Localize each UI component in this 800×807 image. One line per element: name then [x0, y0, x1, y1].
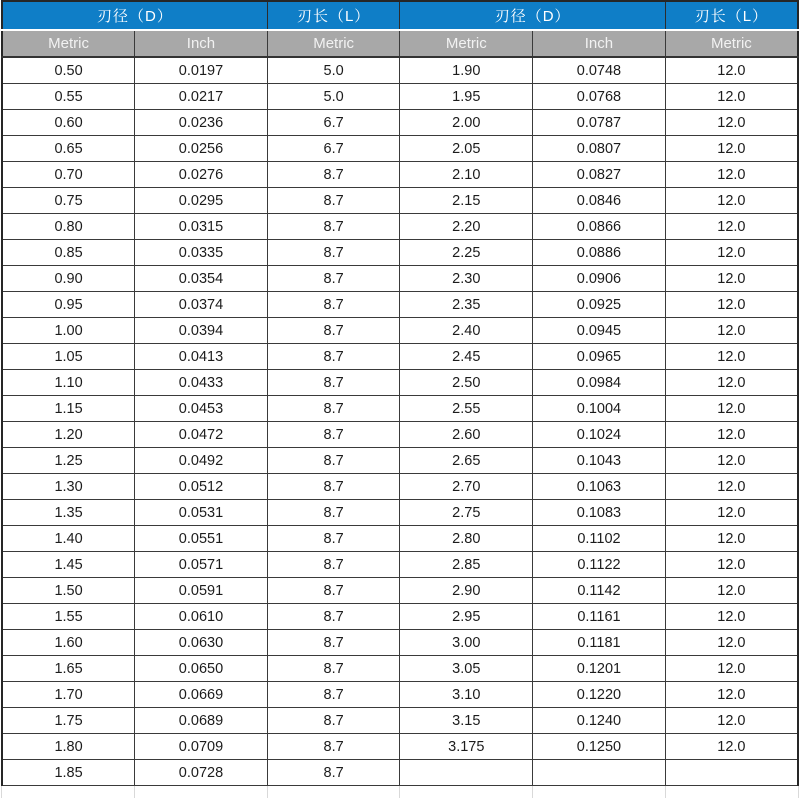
blade-spec-table — [1, 0, 799, 786]
table-cell: 0.1083 — [533, 500, 666, 526]
subheader-metric-d-left: Metric — [2, 30, 135, 57]
table-row — [2, 188, 798, 214]
table-cell: 12.0 — [665, 344, 798, 370]
table-cell: 5.0 — [267, 84, 400, 110]
table-cell: 0.1161 — [533, 604, 666, 630]
subheader-inch-d-left: Inch — [135, 30, 268, 57]
table-cell: 0.90 — [2, 266, 135, 292]
table-cell: 0.0866 — [533, 214, 666, 240]
table-cell: 0.0276 — [135, 162, 268, 188]
table-cell: 2.70 — [400, 474, 533, 500]
table-cell: 2.35 — [400, 292, 533, 318]
table-cell: 6.7 — [267, 136, 400, 162]
table-cell: 1.15 — [2, 396, 135, 422]
table-cell: 1.10 — [2, 370, 135, 396]
table-cell: 0.0610 — [135, 604, 268, 630]
table-cell: 0.1181 — [533, 630, 666, 656]
table-cell: 0.50 — [2, 57, 135, 84]
table-cell: 12.0 — [665, 552, 798, 578]
table-cell: 8.7 — [267, 370, 400, 396]
table-cell: 12.0 — [665, 474, 798, 500]
cutoff-next-row — [1, 786, 799, 798]
table-cell: 12.0 — [665, 266, 798, 292]
table-cell: 8.7 — [267, 422, 400, 448]
table-cell: 2.90 — [400, 578, 533, 604]
table-cell: 0.0236 — [135, 110, 268, 136]
cutoff-cell — [268, 786, 401, 798]
table-cell: 0.0768 — [533, 84, 666, 110]
table-cell: 1.90 — [400, 57, 533, 84]
table-cell: 0.85 — [2, 240, 135, 266]
table-cell: 12.0 — [665, 318, 798, 344]
table-cell: 0.55 — [2, 84, 135, 110]
table-cell: 2.75 — [400, 500, 533, 526]
table-cell: 3.15 — [400, 708, 533, 734]
table-cell: 1.30 — [2, 474, 135, 500]
table-cell: 2.55 — [400, 396, 533, 422]
table-cell: 0.0413 — [135, 344, 268, 370]
table-cell: 8.7 — [267, 396, 400, 422]
table-cell: 1.20 — [2, 422, 135, 448]
table-cell: 0.0571 — [135, 552, 268, 578]
table-cell: 12.0 — [665, 136, 798, 162]
table-cell: 8.7 — [267, 474, 400, 500]
table-cell: 3.05 — [400, 656, 533, 682]
table-cell: 2.15 — [400, 188, 533, 214]
table-cell: 0.1063 — [533, 474, 666, 500]
table-cell: 0.1240 — [533, 708, 666, 734]
table-cell: 1.25 — [2, 448, 135, 474]
table-cell: 0.0354 — [135, 266, 268, 292]
table-cell: 0.0256 — [135, 136, 268, 162]
table-row — [2, 214, 798, 240]
table-cell: 2.95 — [400, 604, 533, 630]
subheader-inch-d-right: Inch — [533, 30, 666, 57]
table-cell: 2.30 — [400, 266, 533, 292]
table-cell: 0.0807 — [533, 136, 666, 162]
table-cell: 1.65 — [2, 656, 135, 682]
table-cell: 0.0709 — [135, 734, 268, 760]
table-cell: 8.7 — [267, 500, 400, 526]
table-cell: 3.00 — [400, 630, 533, 656]
table-cell: 0.0531 — [135, 500, 268, 526]
table-cell: 8.7 — [267, 292, 400, 318]
table-row — [2, 422, 798, 448]
table-cell: 0.0748 — [533, 57, 666, 84]
table-cell: 0.1122 — [533, 552, 666, 578]
table-cell: 0.0217 — [135, 84, 268, 110]
table-row — [2, 474, 798, 500]
table-cell: 12.0 — [665, 708, 798, 734]
subheader-metric-d-right: Metric — [400, 30, 533, 57]
table-cell: 1.45 — [2, 552, 135, 578]
table-row — [2, 734, 798, 760]
table-header — [2, 1, 798, 57]
table-cell: 0.75 — [2, 188, 135, 214]
table-cell: 0.60 — [2, 110, 135, 136]
table-cell: 0.0630 — [135, 630, 268, 656]
table-cell: 0.0492 — [135, 448, 268, 474]
table-cell: 0.0689 — [135, 708, 268, 734]
table-cell: 0.1102 — [533, 526, 666, 552]
cutoff-cell — [1, 786, 135, 798]
table-cell: 2.00 — [400, 110, 533, 136]
table-row — [2, 760, 798, 786]
table-cell: 2.50 — [400, 370, 533, 396]
table-cell: 1.80 — [2, 734, 135, 760]
table-cell: 12.0 — [665, 604, 798, 630]
table-cell: 0.0591 — [135, 578, 268, 604]
table-cell: 1.00 — [2, 318, 135, 344]
table-cell — [533, 760, 666, 786]
table-row — [2, 162, 798, 188]
table-cell: 0.1043 — [533, 448, 666, 474]
group-header-length-right: 刃长（L） — [665, 1, 798, 30]
table-row — [2, 370, 798, 396]
table-cell: 0.1250 — [533, 734, 666, 760]
group-header-length-left: 刃长（L） — [267, 1, 400, 30]
group-header-row — [2, 1, 798, 30]
table-cell: 0.0433 — [135, 370, 268, 396]
table-cell: 5.0 — [267, 57, 400, 84]
table-row — [2, 110, 798, 136]
table-cell: 12.0 — [665, 162, 798, 188]
table-cell: 3.175 — [400, 734, 533, 760]
table-cell: 12.0 — [665, 110, 798, 136]
table-cell: 0.80 — [2, 214, 135, 240]
table-cell: 0.0906 — [533, 266, 666, 292]
table-cell: 0.0551 — [135, 526, 268, 552]
cutoff-cell — [400, 786, 533, 798]
table-cell: 2.85 — [400, 552, 533, 578]
table-cell: 0.0374 — [135, 292, 268, 318]
table-row — [2, 500, 798, 526]
table-row — [2, 136, 798, 162]
table-cell: 12.0 — [665, 630, 798, 656]
table-cell: 1.55 — [2, 604, 135, 630]
table-cell: 12.0 — [665, 240, 798, 266]
table-cell: 12.0 — [665, 188, 798, 214]
table-cell: 0.95 — [2, 292, 135, 318]
table-cell: 0.0984 — [533, 370, 666, 396]
table-row — [2, 682, 798, 708]
table-cell: 8.7 — [267, 162, 400, 188]
table-cell: 1.60 — [2, 630, 135, 656]
table-cell: 12.0 — [665, 526, 798, 552]
table-cell: 1.05 — [2, 344, 135, 370]
subheader-metric-l-right: Metric — [665, 30, 798, 57]
table-cell: 0.0453 — [135, 396, 268, 422]
table-cell: 8.7 — [267, 734, 400, 760]
group-header-diameter-right: 刃径（D） — [400, 1, 665, 30]
table-cell: 2.10 — [400, 162, 533, 188]
table-row — [2, 344, 798, 370]
table-cell: 8.7 — [267, 448, 400, 474]
table-row — [2, 292, 798, 318]
table-cell: 1.85 — [2, 760, 135, 786]
table-cell: 0.1201 — [533, 656, 666, 682]
table-cell: 8.7 — [267, 552, 400, 578]
table-row — [2, 266, 798, 292]
table-body — [2, 57, 798, 786]
cutoff-cell — [533, 786, 666, 798]
table-cell: 12.0 — [665, 422, 798, 448]
table-cell: 6.7 — [267, 110, 400, 136]
table-cell: 8.7 — [267, 604, 400, 630]
table-cell: 12.0 — [665, 57, 798, 84]
table-cell: 2.05 — [400, 136, 533, 162]
table-cell: 1.50 — [2, 578, 135, 604]
table-cell: 12.0 — [665, 656, 798, 682]
table-cell — [400, 760, 533, 786]
table-cell: 3.10 — [400, 682, 533, 708]
table-cell — [665, 760, 798, 786]
table-row — [2, 396, 798, 422]
table-cell: 0.0394 — [135, 318, 268, 344]
table-cell: 8.7 — [267, 188, 400, 214]
table-cell: 0.0472 — [135, 422, 268, 448]
table-cell: 8.7 — [267, 344, 400, 370]
table-row — [2, 656, 798, 682]
table-row — [2, 84, 798, 110]
table-cell: 0.0827 — [533, 162, 666, 188]
table-cell: 2.40 — [400, 318, 533, 344]
subheader-metric-l-left: Metric — [267, 30, 400, 57]
table-cell: 1.35 — [2, 500, 135, 526]
table-cell: 1.95 — [400, 84, 533, 110]
table-cell: 8.7 — [267, 682, 400, 708]
cutoff-cell — [135, 786, 268, 798]
table-cell: 8.7 — [267, 318, 400, 344]
table-cell: 0.1024 — [533, 422, 666, 448]
table-cell: 0.70 — [2, 162, 135, 188]
table-row — [2, 552, 798, 578]
table-cell: 0.0512 — [135, 474, 268, 500]
table-cell: 12.0 — [665, 578, 798, 604]
table-cell: 0.0335 — [135, 240, 268, 266]
table-cell: 0.0197 — [135, 57, 268, 84]
table-cell: 0.0886 — [533, 240, 666, 266]
table-cell: 0.0965 — [533, 344, 666, 370]
table-cell: 0.0787 — [533, 110, 666, 136]
table-cell: 12.0 — [665, 500, 798, 526]
table-cell: 2.20 — [400, 214, 533, 240]
table-row — [2, 318, 798, 344]
table-cell: 8.7 — [267, 240, 400, 266]
table-cell: 0.1142 — [533, 578, 666, 604]
table-cell: 2.45 — [400, 344, 533, 370]
table-cell: 0.1004 — [533, 396, 666, 422]
cutoff-cell — [666, 786, 799, 798]
table-cell: 8.7 — [267, 630, 400, 656]
table-cell: 8.7 — [267, 760, 400, 786]
table-cell: 0.0669 — [135, 682, 268, 708]
table-cell: 0.0945 — [533, 318, 666, 344]
table-row — [2, 708, 798, 734]
table-cell: 12.0 — [665, 734, 798, 760]
table-row — [2, 57, 798, 84]
table-cell: 12.0 — [665, 448, 798, 474]
table-row — [2, 604, 798, 630]
table-row — [2, 526, 798, 552]
table-cell: 0.1220 — [533, 682, 666, 708]
table-cell: 12.0 — [665, 84, 798, 110]
table-cell: 0.65 — [2, 136, 135, 162]
table-cell: 12.0 — [665, 214, 798, 240]
table-cell: 12.0 — [665, 370, 798, 396]
table-cell: 8.7 — [267, 214, 400, 240]
table-cell: 1.75 — [2, 708, 135, 734]
table-cell: 8.7 — [267, 526, 400, 552]
table-cell: 8.7 — [267, 266, 400, 292]
table-cell: 0.0846 — [533, 188, 666, 214]
table-row — [2, 448, 798, 474]
table-cell: 12.0 — [665, 396, 798, 422]
table-cell: 12.0 — [665, 292, 798, 318]
table-cell: 0.0650 — [135, 656, 268, 682]
table-cell: 12.0 — [665, 682, 798, 708]
group-header-diameter-left: 刃径（D） — [2, 1, 267, 30]
table-cell: 1.70 — [2, 682, 135, 708]
table-cell: 2.65 — [400, 448, 533, 474]
table-cell: 8.7 — [267, 578, 400, 604]
table-cell: 2.60 — [400, 422, 533, 448]
table-cell: 2.80 — [400, 526, 533, 552]
table-row — [2, 240, 798, 266]
table-cell: 0.0925 — [533, 292, 666, 318]
table-cell: 8.7 — [267, 708, 400, 734]
table-cell: 0.0315 — [135, 214, 268, 240]
table-cell: 0.0295 — [135, 188, 268, 214]
table-row — [2, 578, 798, 604]
sub-header-row — [2, 30, 798, 57]
table-cell: 8.7 — [267, 656, 400, 682]
table-cell: 0.0728 — [135, 760, 268, 786]
table-row — [2, 630, 798, 656]
table-cell: 2.25 — [400, 240, 533, 266]
table-cell: 1.40 — [2, 526, 135, 552]
